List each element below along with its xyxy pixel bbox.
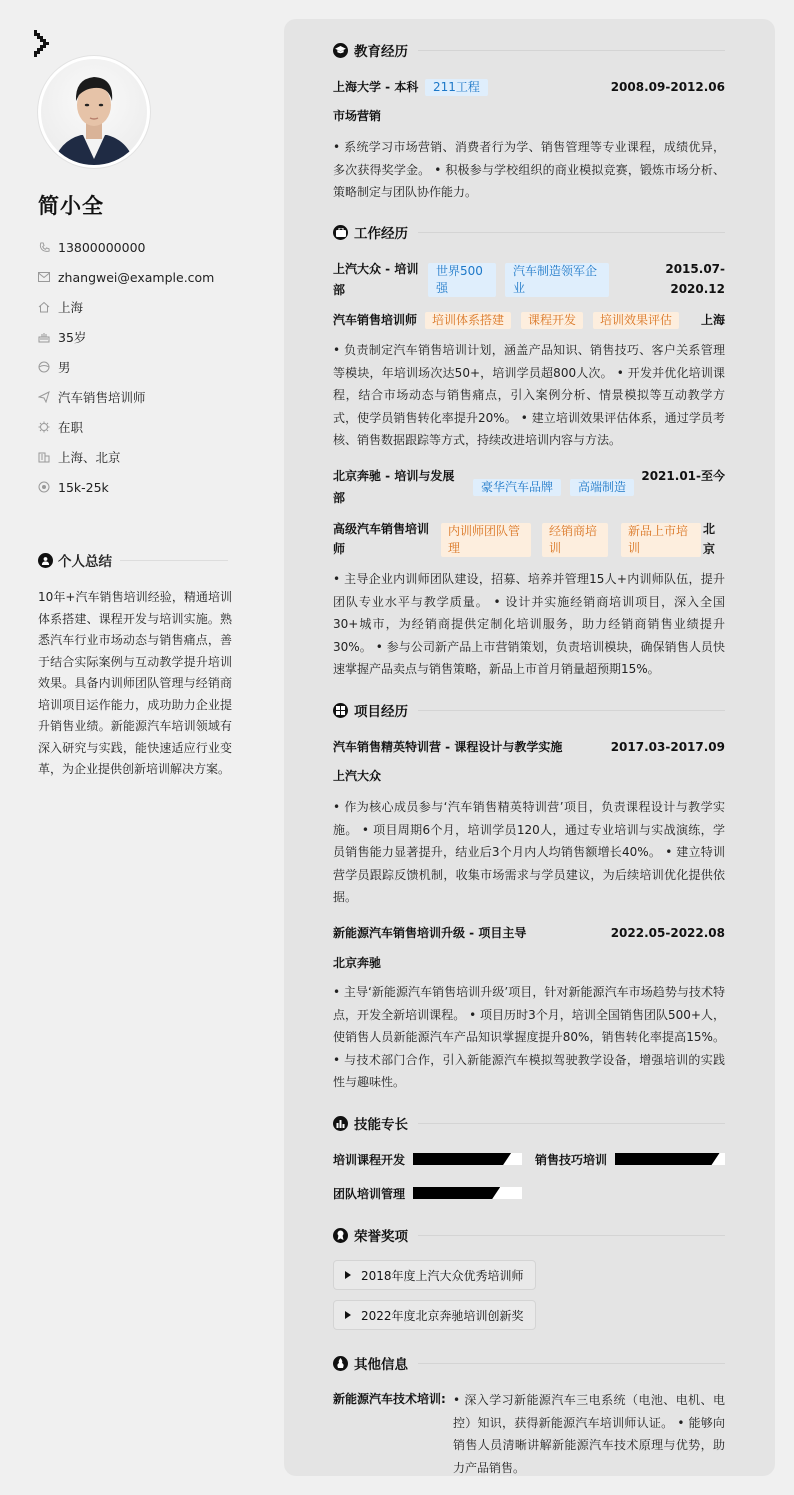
job-company-cont: 部 [333,283,346,297]
info-age-text: 35岁 [58,330,87,345]
avatar [38,56,150,168]
role-tag: 培训体系搭建 [425,312,511,329]
info-email [38,262,214,292]
info-home [38,292,214,322]
divider [418,1235,725,1236]
other-info-icon [333,1356,348,1371]
job-tag: 世界500强 [428,263,496,297]
salary-icon [38,481,50,493]
skill-level-fill [615,1153,720,1165]
job-role: 高级汽车销售培训师 [333,522,430,556]
status-icon [38,421,50,433]
education-title: 教育经历 [354,44,408,60]
info-phone-text: 13800000000 [58,239,146,255]
other-text: • 深入学习新能源汽车三电系统（电池、电机、电控）知识，获得新能源汽车培训师认证。 • 能够向销售人员清晰讲解新能源汽车技术原理与优势，助力产品销售。 [453,1393,725,1475]
info-salary-text: 15k-25k [58,479,109,495]
divider [418,50,725,51]
other-header [333,1353,725,1373]
expand-triangle-icon [345,1271,351,1279]
job-date: 2015.07-2020.12 [665,262,725,296]
divider [418,1363,725,1364]
awards-title: 荣誉奖项 [354,1229,408,1245]
grid-icon [333,703,348,718]
job-company: 北京奔驰 - 培训与发展 [333,469,455,483]
skills-header [333,1113,725,1133]
info-job [38,382,214,412]
job-city: 上海 [701,313,726,327]
project-date: 2017.03-2017.09 [610,740,725,754]
projects-title: 项目经历 [354,704,408,720]
award-text: 2022年度北京奔驰培训创新奖 [361,1308,524,1323]
work-header [333,222,725,242]
award-item[interactable] [333,1260,536,1290]
summary-title: 个人总结 [58,554,112,570]
job-city: 北京 [703,522,716,556]
info-salary [38,472,214,502]
education-date: 2008.09-2012.06 [610,80,725,94]
info-location [38,442,214,472]
work-title: 工作经历 [354,226,408,242]
job-tag: 豪华汽车品牌 [473,479,561,496]
divider [418,1123,725,1124]
project-org: 北京奔驰 [333,956,382,970]
education-school: 上海大学 - 本科 [333,80,419,94]
project-date: 2022.05-2022.08 [610,926,725,940]
main-panel [284,19,775,1476]
project-name: 新能源汽车销售培训升级 - 项目主导 [333,926,527,940]
skill-bar [413,1153,522,1165]
education-header [333,40,725,60]
skill-level-fill [413,1153,511,1165]
briefcase-icon [333,225,348,240]
info-status [38,412,214,442]
job-desc: • 主导企业内训师团队建设，招募、培养并管理15人+内训师队伍，提升团队专业水平与教学质量。 • 设计并实施经销商培训项目，深入全国30+城市，为经销商提供定制化培训服务，助力经销商销售业绩提升30%。 • 参与公司新产品上市营销策划，负责培训模块，确保销售人员快速掌握产品卖点与销售策略，新品上市首月销量超预期15%。 [333,572,725,676]
avatar-photo [41,59,147,165]
age-icon [38,331,50,343]
skill-bar [413,1187,522,1199]
job-company: 上汽大众 - 培训 [333,262,419,276]
project-desc: • 主导‘新能源汽车销售培训升级’项目，针对新能源汽车市场趋势与技术特点，开发全新培训课程。 • 项目历时3个月，培训全国销售团队500+人，使销售人员新能源汽车产品知识掌握度提升80%，销售转化率提高15%。 • 与技术部门合作，引入新能源汽车模拟驾驶教学设备，增强培训的实践性与趣味性。 [333,985,725,1089]
info-location-text: 上海、北京 [58,450,121,465]
info-phone [38,232,214,262]
info-age [38,322,214,352]
skill-name: 销售技巧培训 [535,1153,608,1167]
summary-text: 10年+汽车销售培训经验，精通培训体系搭建、课程开发与培训实施。熟悉汽车行业市场动态与销售痛点，善于结合实际案例与互动教学提升培训效果。具备内训师团队管理与经销商培训项目运作能力，成功助力企业提升销售业绩。新能源汽车培训领域有深入研究与实践，能快速适应行业变革，为企业提供创新培训解决方案。 [38,590,232,776]
skill-name: 培训课程开发 [333,1153,406,1167]
graduation-cap-icon [333,43,348,58]
project-org: 上汽大众 [333,769,382,783]
education-tag: 211工程 [425,79,488,96]
candidate-name: 简小全 [38,194,104,218]
projects-header [333,700,725,720]
info-home-text: 上海 [58,300,84,315]
skills-title: 技能专长 [354,1117,408,1133]
award-medal-icon [333,1228,348,1243]
job-tag: 汽车制造领军企业 [505,263,609,297]
award-text: 2018年度上汽大众优秀培训师 [361,1268,524,1283]
bar-chart-icon [333,1116,348,1131]
info-job-text: 汽车销售培训师 [58,390,146,405]
skill-name: 团队培训管理 [333,1187,406,1201]
project-name: 汽车销售精英特训营 - 课程设计与教学实施 [333,740,563,754]
divider [418,710,725,711]
skill-bar [615,1153,725,1165]
job-company-cont: 部 [333,491,346,505]
job-tag: 高端制造 [570,479,634,496]
other-label: 新能源汽车技术培训: [333,1392,446,1406]
skill-level-fill [413,1187,500,1199]
info-status-text: 在职 [58,420,84,435]
role-tag: 经销商培训 [542,523,608,557]
award-item[interactable] [333,1300,536,1330]
divider [120,560,228,561]
phone-icon [38,241,50,253]
divider [418,232,725,233]
gender-icon [38,361,50,373]
summary-header [38,550,228,570]
education-major: 市场营销 [333,109,382,123]
location-icon [38,451,50,463]
role-tag: 培训效果评估 [593,312,679,329]
info-gender [38,352,214,382]
email-icon [38,271,50,283]
job-role: 汽车销售培训师 [333,313,418,327]
contact-info-list [38,232,214,502]
user-icon [38,553,53,568]
job-date: 2021.01-至今 [641,469,725,483]
info-email-text: zhangwei@example.com [58,269,215,285]
role-tag: 内训师团队管理 [441,523,531,557]
info-gender-text: 男 [58,360,71,375]
expand-triangle-icon [345,1311,351,1319]
role-tag: 课程开发 [521,312,583,329]
job-icon [38,391,50,403]
awards-header [333,1225,725,1245]
role-tag: 新品上市培训 [621,523,701,557]
home-icon [38,301,50,313]
logo-icon [32,30,52,60]
other-title: 其他信息 [354,1357,408,1373]
project-desc: • 作为核心成员参与‘汽车销售精英特训营’项目，负责课程设计与教学实施。 • 项目周期6个月，培训学员120人，通过专业培训与实战演练，学员销售能力显著提升，结业后3个月内人均销售额增长40%。 • 建立特训营学员跟踪反馈机制，收集市场需求与学员建议，为后续培训优化提供依据。 [333,800,725,904]
education-desc: • 系统学习市场营销、消费者行为学、销售管理等专业课程，成绩优异，多次获得奖学金。 • 积极参与学校组织的商业模拟竞赛，锻炼市场分析、策略制定与团队协作能力。 [333,140,725,199]
job-desc: • 负责制定汽车销售培训计划，涵盖产品知识、销售技巧、客户关系管理等模块，年培训场次达50+，培训学员超800人次。 • 开发并优化培训课程，结合市场动态与销售痛点，引入案例分析、情景模拟等互动教学方式，使学员销售转化率提升20%。 • 建立培训效果评估体系，通过学员考核、销售数据跟踪等方式，持续改进培训内容与方法。 [333,343,725,447]
